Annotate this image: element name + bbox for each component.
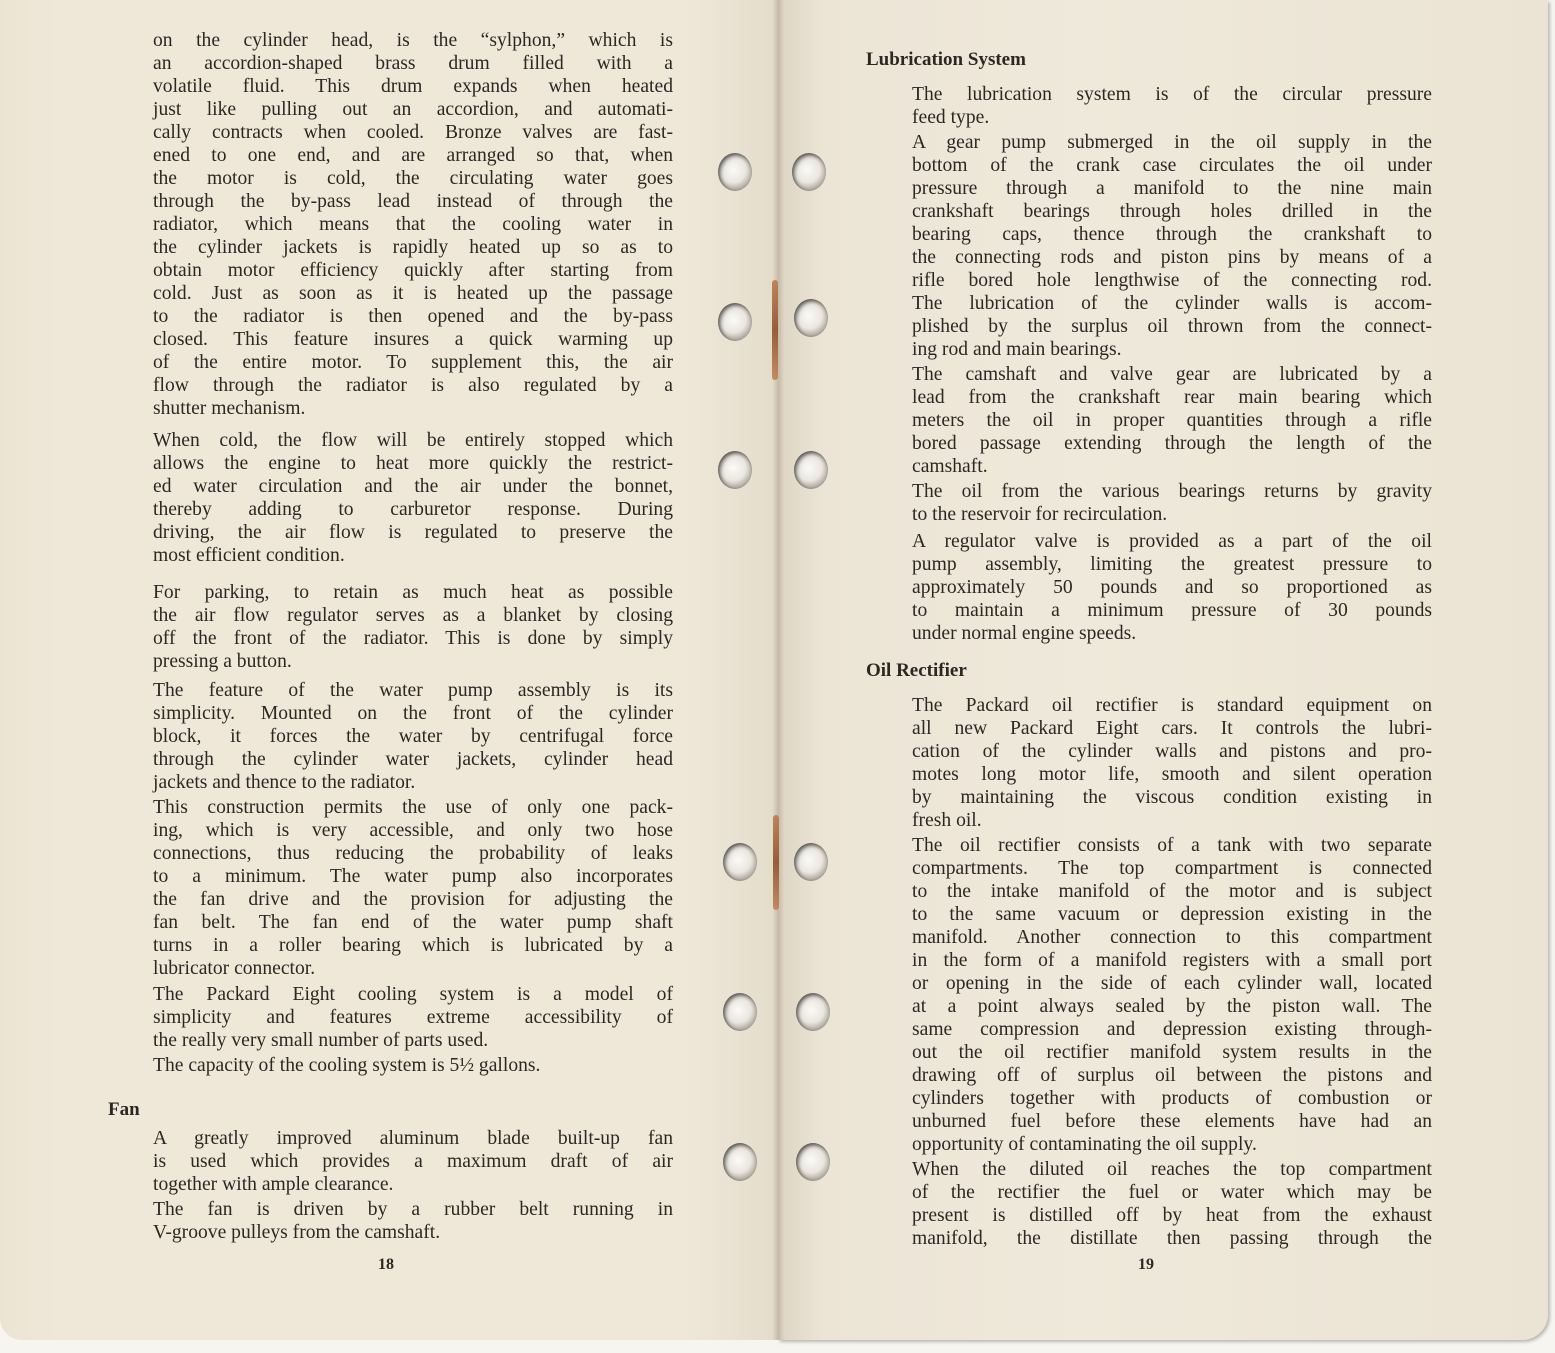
binding-hole xyxy=(792,153,826,191)
text-line: manifold, the distillate then passing through the xyxy=(912,1228,1432,1249)
paragraph xyxy=(153,796,673,980)
page-number: 19 xyxy=(1138,1256,1154,1273)
paragraph xyxy=(153,1054,673,1077)
section-heading-oil-rectifier: Oil Rectifier xyxy=(866,660,967,681)
text-line: For parking, to retain as much heat as possible xyxy=(153,582,673,603)
paragraph xyxy=(912,83,1432,129)
text-line: bored passage extending through the length of the xyxy=(912,433,1432,454)
text-line: bearing caps, thence through the crankshaft to xyxy=(912,224,1432,245)
text-line: is used which provides a maximum draft of air xyxy=(153,1151,673,1172)
text-line: shutter mechanism. xyxy=(153,398,306,419)
text-line: The Packard Eight cooling system is a model of xyxy=(153,984,673,1005)
right-page xyxy=(778,0,1548,1340)
text-line: closed. This feature insures a quick warming up xyxy=(153,329,673,350)
text-line: allows the engine to heat more quickly the restrict- xyxy=(153,453,673,474)
text-line: The oil rectifier consists of a tank with two separate xyxy=(912,835,1432,856)
paragraph xyxy=(153,1127,673,1196)
paragraph xyxy=(912,363,1432,478)
binding-hole xyxy=(794,843,828,881)
text-line: lead from the crankshaft rear main bearing which xyxy=(912,387,1432,408)
text-line: ened to one end, and are arranged so that, when xyxy=(153,145,673,166)
text-line: jackets and thence to the radiator. xyxy=(153,772,416,793)
text-line: The oil from the various bearings returns by gravity xyxy=(912,481,1432,502)
text-line: cally contracts when cooled. Bronze valves are fast- xyxy=(153,122,673,143)
text-line: the connecting rods and piston pins by means of a xyxy=(912,247,1432,268)
text-line: to a minimum. The water pump also incorporates xyxy=(153,866,673,887)
text-line: the fan drive and the provision for adjusting the xyxy=(153,889,673,910)
text-line: V-groove pulleys from the camshaft. xyxy=(153,1222,441,1243)
text-line: together with ample clearance. xyxy=(153,1174,394,1195)
binding-hole xyxy=(718,451,752,489)
text-line: lubricator connector. xyxy=(153,958,316,979)
text-line: simplicity. Mounted on the front of the cylinder xyxy=(153,703,673,724)
paragraph xyxy=(153,429,673,567)
text-line: or opening in the side of each cylinder wall, located xyxy=(912,973,1432,994)
text-line: A gear pump submerged in the oil supply in the xyxy=(912,132,1432,153)
left-page xyxy=(0,0,778,1340)
text-line: simplicity and features extreme accessibility of xyxy=(153,1007,673,1028)
text-line: volatile fluid. This drum expands when heated xyxy=(153,76,673,97)
text-line: pressure through a manifold to the nine main xyxy=(912,178,1432,199)
paragraph xyxy=(912,1158,1432,1250)
binding-hole xyxy=(723,993,757,1031)
text-line: cold. Just as soon as it is heated up the passage xyxy=(153,283,673,304)
binding-hole xyxy=(794,299,828,337)
text-line: all new Packard Eight cars. It controls the lubri- xyxy=(912,718,1432,739)
text-line: on the cylinder head, is the “sylphon,” which is xyxy=(153,30,673,51)
text-line: ed water circulation and the air under the bonnet, xyxy=(153,476,673,497)
binding-hole xyxy=(796,993,830,1031)
text-line: ing, which is very accessible, and only two hose xyxy=(153,820,673,841)
text-line: The lubrication of the cylinder walls is accom- xyxy=(912,293,1432,314)
text-line: The camshaft and valve gear are lubricated by a xyxy=(912,364,1432,385)
binding-hole xyxy=(794,451,828,489)
text-line: The Packard oil rectifier is standard equipment on xyxy=(912,695,1432,716)
page-number: 18 xyxy=(378,1256,394,1273)
text-line: through the by-pass lead instead of through the xyxy=(153,191,673,212)
text-line: the air flow regulator serves as a blanket by closing xyxy=(153,605,673,626)
text-line: radiator, which means that the cooling water in xyxy=(153,214,673,235)
text-line: through the cylinder water jackets, cylinder head xyxy=(153,749,673,770)
text-line: When cold, the flow will be entirely stopped which xyxy=(153,430,673,451)
text-line: driving, the air flow is regulated to preserve the xyxy=(153,522,673,543)
text-line: to the same vacuum or depression existing in the xyxy=(912,904,1432,925)
binding-hole xyxy=(718,153,752,191)
text-line: most efficient condition. xyxy=(153,545,345,566)
rusty-staple-mark xyxy=(773,815,779,910)
text-line: rifle bored hole lengthwise of the connecting rod. xyxy=(912,270,1432,291)
rusty-staple-mark xyxy=(772,280,778,380)
binding-hole xyxy=(723,843,757,881)
text-line: camshaft. xyxy=(912,456,988,477)
text-line: feed type. xyxy=(912,107,990,128)
text-line: fan belt. The fan end of the water pump shaft xyxy=(153,912,673,933)
text-line: just like pulling out an accordion, and automati- xyxy=(153,99,673,120)
text-line: at a point always sealed by the piston wall. The xyxy=(912,996,1432,1017)
text-line: fresh oil. xyxy=(912,810,982,831)
paragraph xyxy=(912,480,1432,526)
text-line: pressing a button. xyxy=(153,651,292,672)
text-line: obtain motor efficiency quickly after starting from xyxy=(153,260,673,281)
text-line: same compression and depression existing through- xyxy=(912,1019,1432,1040)
text-line: by maintaining the viscous condition existing in xyxy=(912,787,1432,808)
text-line: When the diluted oil reaches the top compartment xyxy=(912,1159,1432,1180)
text-line: under normal engine speeds. xyxy=(912,623,1137,644)
text-line: The feature of the water pump assembly is its xyxy=(153,680,673,701)
binding-hole xyxy=(723,1143,757,1181)
paragraph xyxy=(153,983,673,1052)
paragraph xyxy=(153,1198,673,1244)
paragraph xyxy=(912,694,1432,832)
text-line: crankshaft bearings through holes drilled in the xyxy=(912,201,1432,222)
text-line: the cylinder jackets is rapidly heated up so as to xyxy=(153,237,673,258)
text-line: cation of the cylinder walls and pistons and pro- xyxy=(912,741,1432,762)
text-line: of the rectifier the fuel or water which may be xyxy=(912,1182,1432,1203)
text-line: off the front of the radiator. This is done by simply xyxy=(153,628,673,649)
paragraph xyxy=(912,131,1432,361)
text-line: meters the oil in proper quantities through a rifle xyxy=(912,410,1432,431)
text-line: present is distilled off by heat from the exhaust xyxy=(912,1205,1432,1226)
text-line: block, it forces the water by centrifugal force xyxy=(153,726,673,747)
text-line: out the oil rectifier manifold system results in the xyxy=(912,1042,1432,1063)
text-line: to the radiator is then opened and the by-pass xyxy=(153,306,673,327)
paragraph xyxy=(153,29,673,420)
section-heading-lubrication: Lubrication System xyxy=(866,49,1026,70)
text-line: the really very small number of parts used. xyxy=(153,1030,489,1051)
text-line: to the reservoir for recirculation. xyxy=(912,504,1168,525)
text-line: The fan is driven by a rubber belt running in xyxy=(153,1199,673,1220)
binding-hole xyxy=(796,1143,830,1181)
text-line: This construction permits the use of only one pack- xyxy=(153,797,673,818)
text-line: approximately 50 pounds and so proportioned as xyxy=(912,577,1432,598)
text-line: to the intake manifold of the motor and is subject xyxy=(912,881,1432,902)
text-line: plished by the surplus oil thrown from the connect- xyxy=(912,316,1432,337)
text-line: motes long motor life, smooth and silent operation xyxy=(912,764,1432,785)
text-line: The capacity of the cooling system is 5½ gallons. xyxy=(153,1055,541,1076)
text-line: connections, thus reducing the probability of leaks xyxy=(153,843,673,864)
text-line: A greatly improved aluminum blade built-up fan xyxy=(153,1128,673,1149)
text-line: in the form of a manifold registers with a small port xyxy=(912,950,1432,971)
section-heading-fan: Fan xyxy=(108,1099,140,1120)
text-line: pump assembly, limiting the greatest pressure to xyxy=(912,554,1432,575)
text-line: opportunity of contaminating the oil supply. xyxy=(912,1134,1257,1155)
text-line: cylinders together with products of combustion or xyxy=(912,1088,1432,1109)
text-line: drawing off of surplus oil between the pistons and xyxy=(912,1065,1432,1086)
text-line: unburned fuel before these elements have had an xyxy=(912,1111,1432,1132)
text-line: flow through the radiator is also regulated by a xyxy=(153,375,673,396)
paragraph xyxy=(912,530,1432,645)
text-line: bottom of the crank case circulates the oil under xyxy=(912,155,1432,176)
text-line: manifold. Another connection to this compartment xyxy=(912,927,1432,948)
paragraph xyxy=(153,679,673,794)
text-line: compartments. The top compartment is connected xyxy=(912,858,1432,879)
text-line: the motor is cold, the circulating water goes xyxy=(153,168,673,189)
book-spine-crease xyxy=(772,0,784,1340)
text-line: The lubrication system is of the circular pressure xyxy=(912,84,1432,105)
binding-hole xyxy=(718,303,752,341)
text-line: A regulator valve is provided as a part of the oil xyxy=(912,531,1432,552)
text-line: of the entire motor. To supplement this, the air xyxy=(153,352,673,373)
text-line: ing rod and main bearings. xyxy=(912,339,1122,360)
paragraph xyxy=(912,834,1432,1156)
text-line: to maintain a minimum pressure of 30 pounds xyxy=(912,600,1432,621)
text-line: thereby adding to carburetor response. During xyxy=(153,499,673,520)
text-line: turns in a roller bearing which is lubricated by a xyxy=(153,935,673,956)
text-line: an accordion-shaped brass drum filled with a xyxy=(153,53,673,74)
paragraph xyxy=(153,581,673,673)
